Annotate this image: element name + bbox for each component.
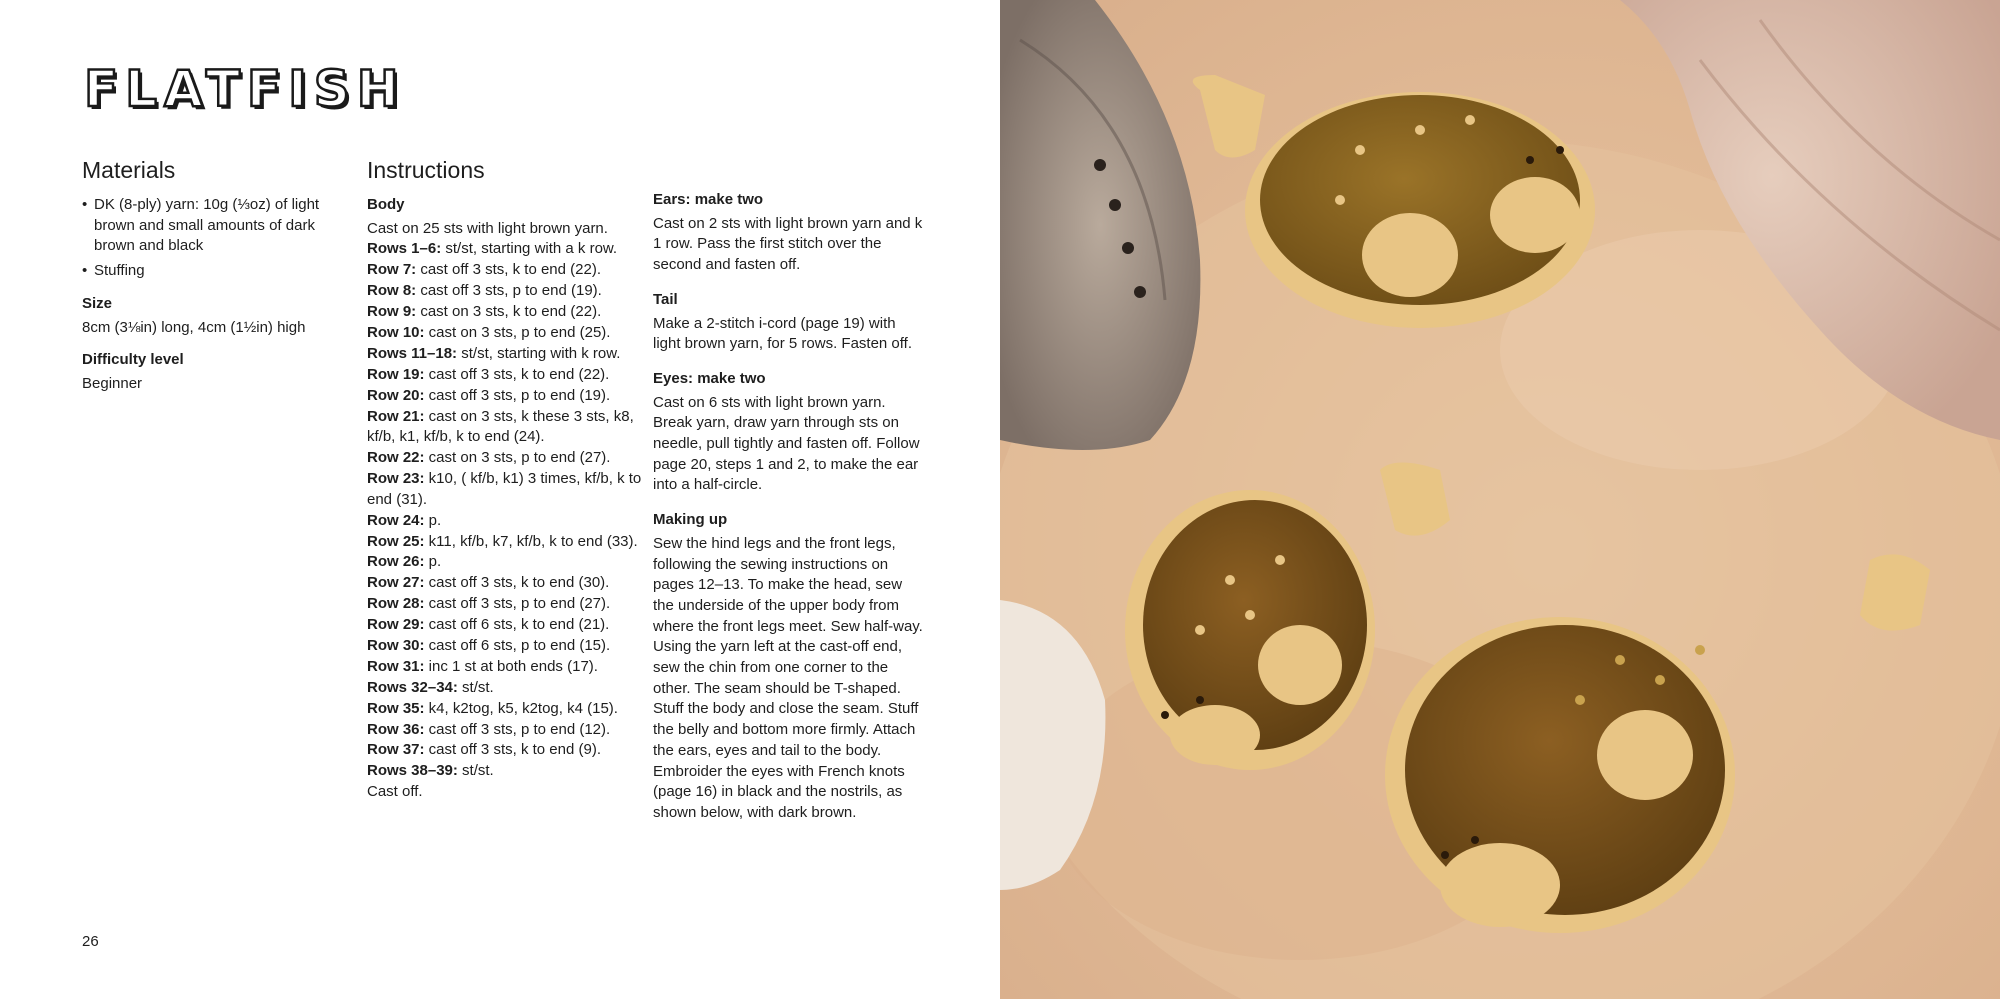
- fish-ear: [1440, 843, 1560, 927]
- instructions-column-1: [367, 156, 642, 803]
- row-instruction: [367, 260, 642, 281]
- fish-spot: [1275, 555, 1285, 565]
- eyes-text: Cast on 6 sts with light brown yarn. Break yarn, draw yarn through sts on needle, pull tightly and fasten off. Follow page 20, steps 1 and 2, to make the ear into a half-circle.: [653, 393, 920, 494]
- shell-hole: [1134, 286, 1146, 298]
- row-label: Row 31:: [367, 657, 425, 675]
- fish-tail: [1193, 75, 1265, 158]
- row-instruction: [367, 469, 642, 510]
- row-instruction: [367, 448, 642, 469]
- fish-eye: [1556, 146, 1564, 154]
- fish-spot: [1225, 575, 1235, 585]
- shell-hole: [1094, 159, 1106, 171]
- row-instruction: [367, 386, 642, 407]
- row-text: cast off 3 sts, k to end (30).: [424, 574, 610, 592]
- row-label: Row 28:: [367, 595, 425, 613]
- materials-column: [82, 156, 332, 395]
- row-instruction: [367, 657, 642, 678]
- row-label: Row 27:: [367, 574, 425, 592]
- difficulty-heading: Difficulty level: [82, 351, 184, 369]
- row-label: Row 37:: [367, 741, 425, 759]
- row-instruction: [367, 532, 642, 553]
- fish-eye-patch: [1597, 710, 1693, 800]
- photo-illustration: [1000, 0, 2000, 999]
- body-heading: Body: [367, 196, 405, 213]
- row-label: Row 9:: [367, 303, 417, 321]
- row-text: cast off 6 sts, p to end (15).: [424, 636, 611, 654]
- row-instruction: [367, 699, 642, 720]
- row-text: cast off 3 sts, p to end (19).: [416, 282, 602, 300]
- row-label: Row 26:: [367, 553, 425, 571]
- row-text: k11, kf/b, k7, kf/b, k to end (33).: [424, 532, 638, 550]
- fish-spot: [1355, 145, 1365, 155]
- row-text: p.: [424, 553, 442, 571]
- row-label: Rows 11–18:: [367, 344, 458, 362]
- row-instruction: [367, 761, 642, 782]
- row-label: Row 30:: [367, 636, 425, 654]
- row-text: cast on 3 sts, p to end (25).: [424, 323, 611, 341]
- row-instruction: [367, 636, 642, 657]
- materials-list: [82, 195, 332, 282]
- body-intro: Cast on 25 sts with light brown yarn.: [367, 219, 608, 237]
- row-text: cast on 3 sts, k these 3 sts, k8, kf/b, k1, kf/b, k to end (24).: [367, 407, 634, 446]
- row-label: Rows 1–6:: [367, 240, 442, 258]
- row-instruction: [367, 344, 642, 365]
- body-outro: Cast off.: [367, 783, 423, 801]
- row-instruction: [367, 323, 642, 344]
- row-text: cast off 3 sts, p to end (27).: [424, 595, 611, 613]
- row-text: cast off 3 sts, p to end (12).: [424, 720, 611, 738]
- row-label: Row 7:: [367, 261, 417, 279]
- eyes-heading: Eyes: make two: [653, 369, 766, 387]
- instructions-heading: Instructions: [367, 157, 485, 183]
- row-label: Row 23:: [367, 470, 425, 488]
- shell-hole: [1122, 242, 1134, 254]
- fish-spot: [1245, 610, 1255, 620]
- page-number: 26: [82, 933, 99, 950]
- row-label: Row 19:: [367, 365, 425, 383]
- row-instruction: [367, 720, 642, 741]
- row-instruction: [367, 239, 642, 260]
- difficulty-text: Beginner: [82, 374, 143, 392]
- row-text: inc 1 st at both ends (17).: [424, 657, 598, 675]
- row-label: Row 35:: [367, 699, 425, 717]
- row-label: Row 25:: [367, 532, 425, 550]
- fish-ear: [1490, 177, 1580, 253]
- making-up-heading: Making up: [653, 511, 728, 529]
- fish-spot: [1335, 195, 1345, 205]
- fish-eye: [1441, 851, 1449, 859]
- row-text: cast off 3 sts, p to end (19).: [424, 386, 611, 404]
- row-instructions-list: [367, 239, 642, 782]
- tail-text: Make a 2-stitch i-cord (page 19) with light brown yarn, for 5 rows. Fasten off.: [653, 314, 913, 353]
- row-label: Row 20:: [367, 386, 425, 404]
- row-instruction: [367, 511, 642, 532]
- row-label: Row 24:: [367, 511, 425, 529]
- abalone-shell: [1000, 0, 1200, 450]
- making-up-text: Sew the hind legs and the front legs, following the sewing instructions on pages 12–13. To make the head, sew the underside of the upper body from where the front legs meet. Sew half-way. Using the yarn left at the cast-off end, sew the chin from one corner to the other. The seam should be T-shaped. Stuff the body and close the seam. Stuff the belly and bottom more firmly. Attach the ears, eyes and tail to the body. Embroider the eyes with French knots (page 16) in black and the nostrils, as shown below, with dark brown.: [653, 534, 923, 821]
- fish-eye: [1471, 836, 1479, 844]
- fish-spot: [1575, 695, 1585, 705]
- row-text: p.: [424, 511, 442, 529]
- tail-heading: Tail: [653, 290, 678, 308]
- fish-ear: [1170, 705, 1260, 765]
- row-instruction: [367, 365, 642, 386]
- size-text: 8cm (3⅛in) long, 4cm (1½in) high: [82, 318, 306, 336]
- row-text: cast off 3 sts, k to end (9).: [424, 741, 601, 759]
- row-text: st/st, starting with a k row.: [441, 240, 618, 258]
- row-label: Row 29:: [367, 616, 425, 634]
- fish-spot: [1655, 675, 1665, 685]
- shell-hole: [1109, 199, 1121, 211]
- fish-spot: [1695, 645, 1705, 655]
- fish-spot: [1615, 655, 1625, 665]
- row-instruction: [367, 740, 642, 761]
- row-text: cast off 6 sts, k to end (21).: [424, 616, 610, 634]
- materials-item: • Stuffing: [82, 261, 332, 282]
- row-label: Row 8:: [367, 282, 417, 300]
- row-text: st/st.: [457, 678, 494, 696]
- row-text: cast on 3 sts, p to end (27).: [424, 449, 611, 467]
- fish-eye: [1526, 156, 1534, 164]
- row-instruction: [367, 281, 642, 302]
- row-instruction: [367, 552, 642, 573]
- row-label: Rows 32–34:: [367, 678, 458, 696]
- row-label: Row 36:: [367, 720, 425, 738]
- row-instruction: [367, 594, 642, 615]
- row-label: Row 22:: [367, 449, 425, 467]
- fish-spot: [1415, 125, 1425, 135]
- fish-eye-patch: [1362, 213, 1458, 297]
- row-text: cast off 3 sts, k to end (22).: [416, 261, 601, 279]
- row-instruction: [367, 302, 642, 323]
- row-instruction: [367, 678, 642, 699]
- fish-spot: [1465, 115, 1475, 125]
- instructions-column-2: [653, 190, 923, 824]
- row-instruction: [367, 573, 642, 594]
- row-text: st/st.: [457, 762, 494, 780]
- row-label: Row 21:: [367, 407, 425, 425]
- row-text: cast on 3 sts, k to end (22).: [416, 303, 602, 321]
- fish-body: [1143, 500, 1367, 750]
- row-label: Row 10:: [367, 323, 425, 341]
- ears-heading: Ears: make two: [653, 191, 764, 208]
- ears-text: Cast on 2 sts with light brown yarn and k 1 row. Pass the first stitch over the second and fasten off.: [653, 214, 923, 274]
- materials-item: • DK (8-ply) yarn: 10g (⅓oz) of light brown and small amounts of dark brown and black: [82, 195, 332, 257]
- materials-heading: Materials: [82, 157, 176, 183]
- fish-eye: [1161, 711, 1169, 719]
- row-text: k4, k2tog, k5, k2tog, k4 (15).: [424, 699, 618, 717]
- fish-eye: [1196, 696, 1204, 704]
- knitted-flatfish-photo: [1000, 0, 2000, 999]
- fish-spot: [1195, 625, 1205, 635]
- fish-eye-patch: [1258, 625, 1342, 705]
- row-label: Rows 38–39:: [367, 762, 458, 780]
- row-text: st/st, starting with k row.: [457, 344, 621, 362]
- row-instruction: [367, 407, 642, 448]
- fish-tail: [1860, 554, 1930, 630]
- page-title: FLATFISH: [84, 60, 406, 118]
- row-text: k10, ( kf/b, k1) 3 times, kf/b, k to end (31).: [367, 470, 642, 508]
- row-instruction: [367, 615, 642, 636]
- size-heading: Size: [82, 294, 113, 312]
- row-text: cast off 3 sts, k to end (22).: [424, 365, 610, 383]
